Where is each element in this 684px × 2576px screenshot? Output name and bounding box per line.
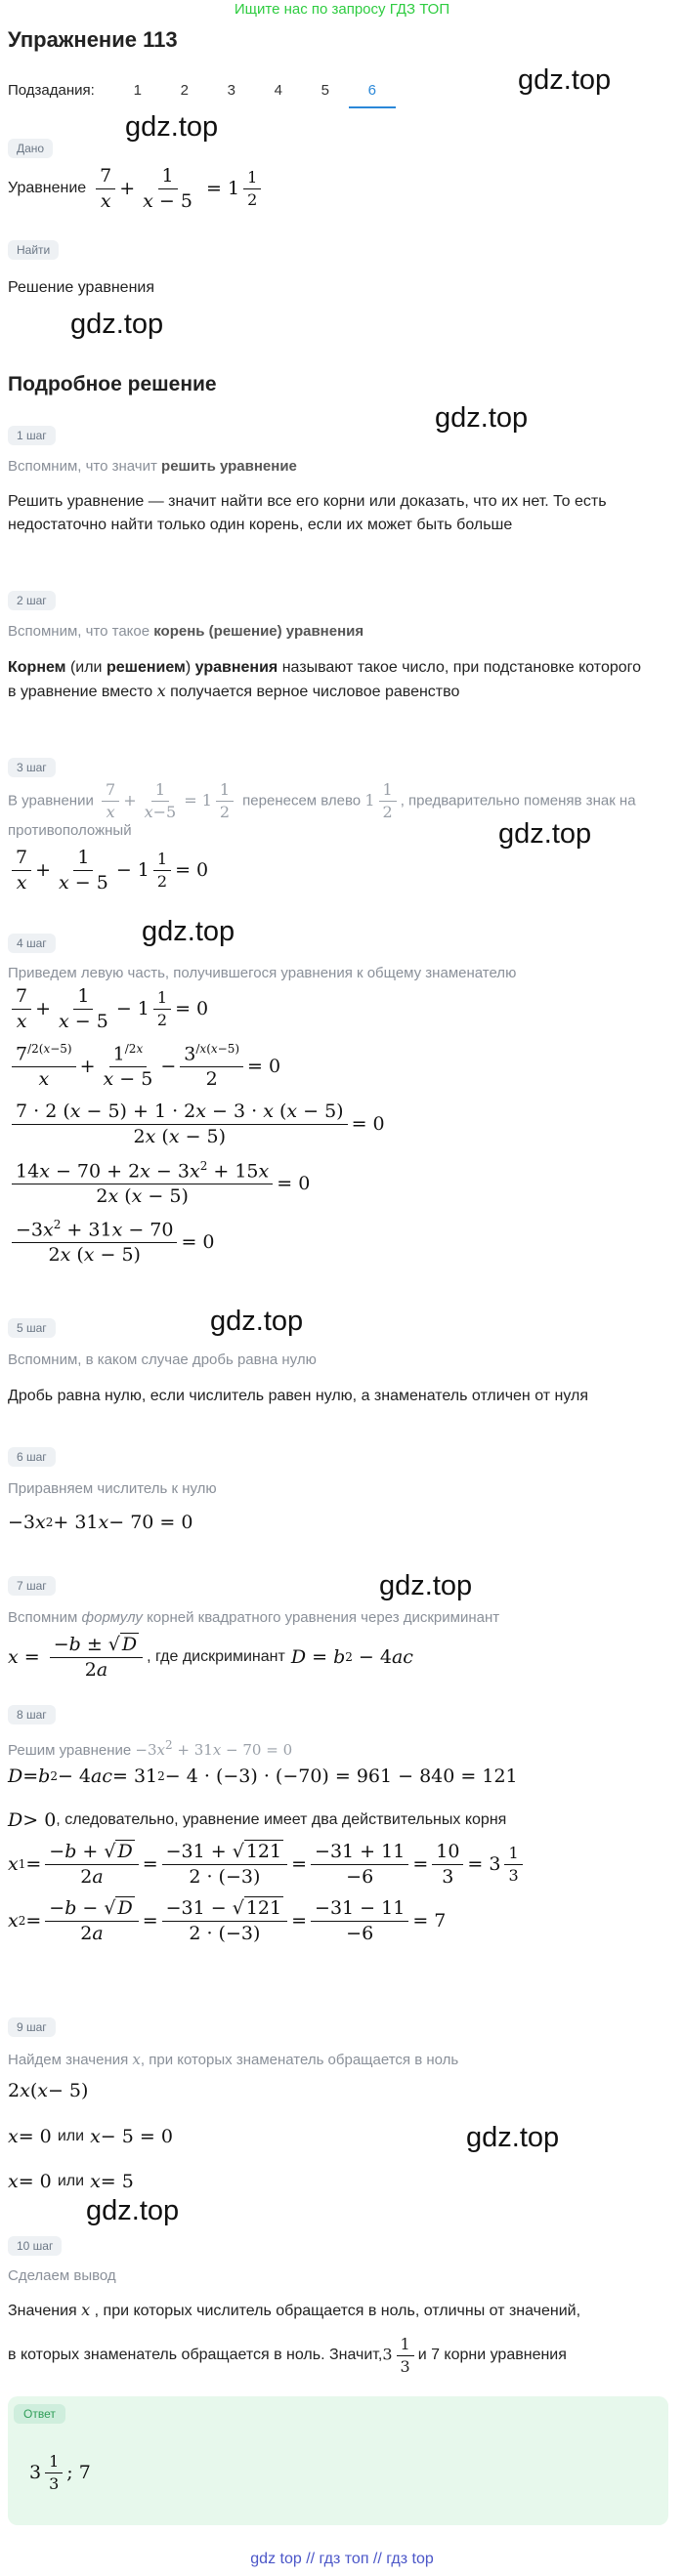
watermark: gdz.top: [379, 1570, 473, 1601]
tab-1[interactable]: 1: [133, 82, 142, 99]
step-2-text: Корнем (или решением) уравнения называют такое число, при подстановке которого в уравнение вместо x получается верное числовое равенство: [8, 659, 642, 700]
step-10-text-1: Значения x , при которых числитель обращается в ноль, отличны от значений,: [8, 2301, 581, 2319]
find-badge: Найти: [8, 240, 59, 260]
step-4-eq-1: $\frac{7}{x}$ + $\frac{1}{x - 5}$ − 1 $\frac{1}{2}$ = 0: [8, 986, 208, 1032]
step-9-eq-2: x = 0 или x − 5 = 0: [8, 2126, 173, 2147]
step-8-discriminant: D = b 2 − 4 ac = 31 2 − 4 · (−3) · (−70) = 961 − 840 = 121: [8, 1766, 518, 1787]
watermark: gdz.top: [518, 64, 612, 96]
step-1-text: Решить уравнение — значит найти все его корни или доказать, что их нет. То есть недостаточно найти только один корень, если их может быть больше: [8, 493, 607, 533]
step-4-eq-5: $\frac{-3x^2 + 31x - 70}{2x (x - 5)}$ = 0: [8, 1219, 215, 1266]
given-equation: Уравнение $\frac{7}{x}$ + $\frac{1}{x - 5}$ = 1 $\frac{1}{2}$: [8, 166, 265, 212]
step-9-eq-1: 2 x ( x − 5): [8, 2080, 89, 2101]
step-9-hint: Найдем значения x, при которых знаменатель обращается в ноль: [8, 2051, 459, 2068]
step-3-equation: $\frac{7}{x}$ + $\frac{1}{x - 5}$ − 1 $\frac{1}{2}$ = 0: [8, 848, 208, 893]
step-5-text: Дробь равна нулю, если числитель равен нулю, а знаменатель отличен от нуля: [8, 1388, 589, 1404]
watermark: gdz.top: [86, 2195, 180, 2226]
step-4-eq-3: $\frac{7 \cdot 2 (x - 5) + 1 \cdot 2x - 3 \cdot x (x - 5)}{2x (x - 5)}$ = 0: [8, 1101, 385, 1147]
step-6-equation: −3 x 2 + 31 x − 70 = 0: [8, 1512, 193, 1533]
tab-4[interactable]: 4: [274, 82, 282, 99]
step-4-hint: Приведем левую часть, получившегося уравнения к общему знаменателю: [8, 965, 517, 981]
step-8-badge: 8 шаг: [8, 1705, 56, 1724]
tab-2[interactable]: 2: [180, 82, 189, 99]
watermark: gdz.top: [125, 111, 219, 143]
tab-6[interactable]: 6: [349, 82, 396, 99]
watermark: gdz.top: [435, 402, 529, 434]
step-8-root-2: x 2 = $\frac{-b - √ D}{2a}$ = $\frac{-31 - √ 121}{2 \cdot (-3)}$ = $\frac{-31 - 11}{-6}$ = 7: [8, 1897, 447, 1944]
tab-3[interactable]: 3: [227, 82, 235, 99]
step-4-badge: 4 шаг: [8, 934, 56, 953]
find-text: Решение уравнения: [8, 279, 155, 296]
step-8-root-1: x 1 = $\frac{-b + √ D}{2a}$ = $\frac{-31 + √ 121}{2 \cdot (-3)}$ = $\frac{-31 + 11}{-6}$ = $\frac{10}{3}$ = 3 $\frac{1}{3}$: [8, 1842, 527, 1888]
step-4-eq-4: $\frac{14x - 70 + 2x - 3x^2 + 15x}{2x (x - 5)}$ = 0: [8, 1160, 310, 1207]
step-2-badge: 2 шаг: [8, 591, 56, 610]
step-3-badge: 3 шаг: [8, 758, 56, 777]
subtasks-nav: [8, 82, 396, 99]
solution-title: Подробное решение: [8, 373, 217, 395]
step-1-badge: 1 шаг: [8, 426, 56, 445]
step-1-hint: Вспомним, что значит решить уравнение: [8, 458, 297, 475]
step-5-badge: 5 шаг: [8, 1318, 56, 1338]
step-9-eq-3: x = 0 или x = 5: [8, 2171, 134, 2192]
watermark: gdz.top: [210, 1306, 304, 1337]
tab-5[interactable]: 5: [321, 82, 329, 99]
answer-box: [8, 2396, 668, 2525]
given-label: Уравнение: [8, 180, 87, 197]
page-title: Упражнение 113: [8, 27, 178, 52]
step-2-hint: Вспомним, что такое корень (решение) уравнения: [8, 623, 364, 640]
step-7-hint: Вспомним формулу корней квадратного уравнения через дискриминант: [8, 1609, 500, 1626]
step-4-eq-2: $\frac{7^{/2(x-5)}}{x}$ + $\frac{1^{/2x}}{x - 5}$ − $\frac{3^{/x(x-5)}}{2}$ = 0: [8, 1043, 280, 1090]
watermark: gdz.top: [466, 2122, 560, 2153]
step-10-hint: Сделаем вывод: [8, 2267, 116, 2284]
step-8-hint: Решим уравнение $-3x^2 + 31x - 70 = 0$: [8, 1738, 293, 1759]
watermark: gdz.top: [70, 309, 164, 340]
step-6-badge: 6 шаг: [8, 1447, 56, 1467]
top-search-link[interactable]: Ищите нас по запросу ГДЗ ТОП: [234, 1, 450, 18]
step-9-badge: 9 шаг: [8, 2017, 56, 2037]
subtasks-label: Подзадания:: [8, 82, 95, 99]
step-7-formula: x = $\frac{-b \pm √ D}{2a}$ , где дискриминант D = b 2 − 4 ac: [8, 1634, 413, 1681]
step-3-hint: В уравнении $\frac{7}{x}$ + $\frac{1}{x-5}$ = 1 $\frac{1}{2}$ перенесем влево 1 $\frac{1}{2}$ , предварительно поменяв знак на противоположный: [8, 780, 636, 840]
watermark: gdz.top: [498, 818, 592, 850]
step-6-hint: Приравняем числитель к нулю: [8, 1480, 217, 1497]
footer-links[interactable]: gdz top // гдз топ // гдз top: [250, 2551, 434, 2567]
answer-value: 3 $\frac{1}{3}$ ; 7: [29, 2452, 91, 2493]
step-8-condition: D > 0 , следовательно, уравнение имеет два действительных корня: [8, 1809, 507, 1831]
step-10-badge: 10 шаг: [8, 2236, 62, 2256]
answer-badge: Ответ: [14, 2404, 65, 2424]
step-10-text-2: в которых знаменатель обращается в ноль. Значит, 3 $\frac{1}{3}$ и 7 корни уравнения: [8, 2335, 567, 2376]
watermark: gdz.top: [142, 916, 235, 947]
given-badge: Дано: [8, 139, 53, 158]
step-5-hint: Вспомним, в каком случае дробь равна нулю: [8, 1351, 317, 1368]
step-7-badge: 7 шаг: [8, 1576, 56, 1596]
